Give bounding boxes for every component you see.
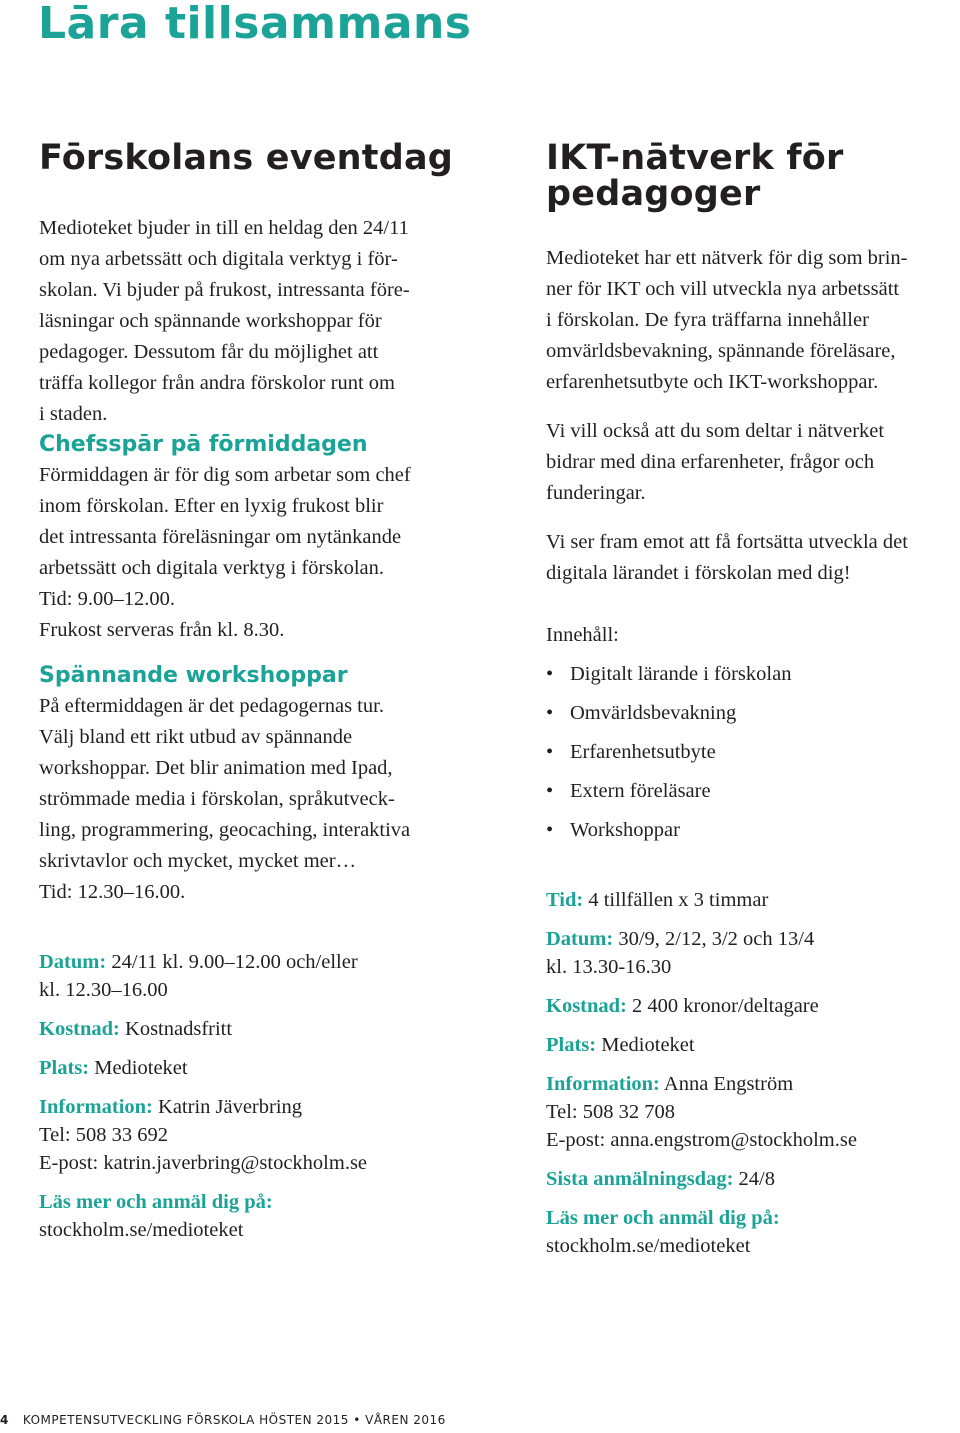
read-more-label: Läs mer och anmäl dig på: xyxy=(39,1191,273,1213)
cost-value: Kostnadsfritt xyxy=(125,1018,233,1040)
time-label: Tid: xyxy=(546,889,584,911)
contact-phone: Tel: 508 33 692 xyxy=(39,1124,168,1146)
list-item: • Erfarenhetsutbyte xyxy=(546,733,958,772)
event-day-intro xyxy=(39,213,479,430)
text-line: inom förskolan. Efter en lyxig frukost blir xyxy=(39,495,384,517)
text-line: Vi ser fram emot att få fortsätta utveckla det xyxy=(546,531,908,553)
place-label: Plats: xyxy=(546,1034,597,1056)
info-date xyxy=(39,948,479,1004)
intro-line: om nya arbetssätt och digitala verktyg i för- xyxy=(39,248,398,270)
left-column xyxy=(39,140,479,1255)
info-deadline xyxy=(546,1165,958,1193)
network-para-3 xyxy=(546,527,958,589)
network-heading xyxy=(546,140,926,212)
text-line: arbetssätt och digitala verktyg i förskolan. xyxy=(39,557,384,579)
info-contact xyxy=(39,1093,479,1177)
date-value: 30/9, 2/12, 3/2 och 13/4 xyxy=(618,928,815,950)
intro-line: ner för IKT och vill utveckla nya arbetssätt xyxy=(546,278,900,300)
contents-list xyxy=(546,655,958,850)
footer-text: KOMPETENSUTVECKLING FÖRSKOLA HÖSTEN 2015 • VÅREN 2016 xyxy=(22,1413,446,1427)
info-cost xyxy=(39,1015,479,1043)
text-line: På eftermiddagen är det pedagogernas tur. xyxy=(39,695,384,717)
cost-label: Kostnad: xyxy=(39,1018,120,1040)
text-line: workshoppar. Det blir animation med Ipad, xyxy=(39,757,393,779)
intro-line: läsningar och spännande workshoppar för xyxy=(39,310,382,332)
read-more-label: Läs mer och anmäl dig på: xyxy=(546,1207,780,1229)
intro-line: pedagoger. Dessutom får du möjlighet att xyxy=(39,341,379,363)
info-time xyxy=(546,886,958,914)
network-heading-line: IKT-nātverk fōr xyxy=(546,138,844,178)
text-line: Tid: 12.30–16.00. xyxy=(39,881,186,903)
page-title: Lāra tillsammans xyxy=(38,0,472,49)
text-line: digitala lärandet i förskolan med dig! xyxy=(546,562,851,584)
contents-label: Innehåll: xyxy=(546,624,619,646)
contact-name: Katrin Jäverbring xyxy=(158,1096,303,1118)
intro-line: i staden. xyxy=(39,403,108,425)
bullet-icon: • xyxy=(546,819,554,841)
network-para-2 xyxy=(546,416,958,509)
event-day-heading: Fōrskolans eventdag xyxy=(39,138,454,178)
deadline-label: Sista anmälningsdag: xyxy=(546,1168,734,1190)
right-column xyxy=(546,140,958,1271)
text-line: ling, programmering, geocaching, interaktiva xyxy=(39,819,411,841)
intro-line: i förskolan. De fyra träffarna innehåller xyxy=(546,309,869,331)
list-item: • Extern föreläsare xyxy=(546,772,958,811)
info-date xyxy=(546,925,958,981)
text-line: Frukost serveras från kl. 8.30. xyxy=(39,619,285,641)
intro-line: Medioteket har ett nätverk för dig som brin- xyxy=(546,247,908,269)
place-value: Medioteket xyxy=(601,1034,695,1056)
intro-line: Medioteket bjuder in till en heldag den 24/11 xyxy=(39,217,409,239)
list-item: • Workshoppar xyxy=(546,811,958,850)
info-place xyxy=(39,1054,479,1082)
list-item: • Digitalt lärande i förskolan xyxy=(546,655,958,694)
intro-line: skolan. Vi bjuder på frukost, intressanta före- xyxy=(39,279,410,301)
information-label: Information: xyxy=(39,1096,153,1118)
workshops-text xyxy=(39,691,479,908)
intro-line: erfarenhetsutbyte och IKT-workshoppar. xyxy=(546,371,879,393)
workshops-heading: Spännande workshoppar xyxy=(39,663,348,688)
info-read-more xyxy=(546,1204,958,1260)
date-value: 24/11 kl. 9.00–12.00 och/eller xyxy=(111,951,358,973)
network-intro xyxy=(546,243,958,398)
place-label: Plats: xyxy=(39,1057,90,1079)
page-footer xyxy=(0,1413,600,1427)
network-info xyxy=(546,886,958,1260)
read-more-link[interactable]: stockholm.se/medioteket xyxy=(546,1235,751,1257)
contact-name: Anna Engström xyxy=(663,1073,794,1095)
text-line: Välj bland ett rikt utbud av spännande xyxy=(39,726,353,748)
intro-line: omvärldsbevakning, spännande föreläsare, xyxy=(546,340,896,362)
date-value-2: kl. 13.30-16.30 xyxy=(546,956,672,978)
info-contact xyxy=(546,1070,958,1154)
bullet-icon: • xyxy=(546,702,554,724)
cost-value: 2 400 kronor/deltagare xyxy=(632,995,819,1017)
date-label: Datum: xyxy=(39,951,107,973)
text-line: funderingar. xyxy=(546,482,646,504)
information-label: Information: xyxy=(546,1073,660,1095)
text-line: bidrar med dina erfarenheter, frågor och xyxy=(546,451,875,473)
text-line: skrivtavlor och mycket, mycket mer… xyxy=(39,850,357,872)
text-line: Förmiddagen är för dig som arbetar som chef xyxy=(39,464,411,486)
info-place xyxy=(546,1031,958,1059)
date-label: Datum: xyxy=(546,928,614,950)
contact-email[interactable]: E-post: anna.engstrom@stockholm.se xyxy=(546,1129,857,1151)
place-value: Medioteket xyxy=(94,1057,188,1079)
time-value: 4 tillfällen x 3 timmar xyxy=(588,889,769,911)
manager-track-text xyxy=(39,460,479,646)
event-day-info xyxy=(39,948,479,1244)
bullet-icon: • xyxy=(546,741,554,763)
text-line: Tid: 9.00–12.00. xyxy=(39,588,175,610)
read-more-link[interactable]: stockholm.se/medioteket xyxy=(39,1219,244,1241)
text-line: Vi vill också att du som deltar i nätverket xyxy=(546,420,885,442)
bullet-icon: • xyxy=(546,780,554,802)
bullet-icon: • xyxy=(546,663,554,685)
intro-line: träffa kollegor från andra förskolor runt om xyxy=(39,372,395,394)
deadline-value: 24/8 xyxy=(738,1168,775,1190)
contact-email[interactable]: E-post: katrin.javerbring@stockholm.se xyxy=(39,1152,368,1174)
info-cost xyxy=(546,992,958,1020)
manager-track-heading: Chefsspār pā fōrmiddagen xyxy=(39,432,368,457)
page-number: 4 xyxy=(0,1413,9,1427)
contact-phone: Tel: 508 32 708 xyxy=(546,1101,675,1123)
info-read-more xyxy=(39,1188,479,1244)
text-line: det intressanta föreläsningar om nytänkande xyxy=(39,526,402,548)
network-heading-line: pedagoger xyxy=(546,174,761,214)
date-value-2: kl. 12.30–16.00 xyxy=(39,979,168,1001)
list-item: • Omvärldsbevakning xyxy=(546,694,958,733)
cost-label: Kostnad: xyxy=(546,995,627,1017)
text-line: strömmade media i förskolan, språkutveck- xyxy=(39,788,395,810)
